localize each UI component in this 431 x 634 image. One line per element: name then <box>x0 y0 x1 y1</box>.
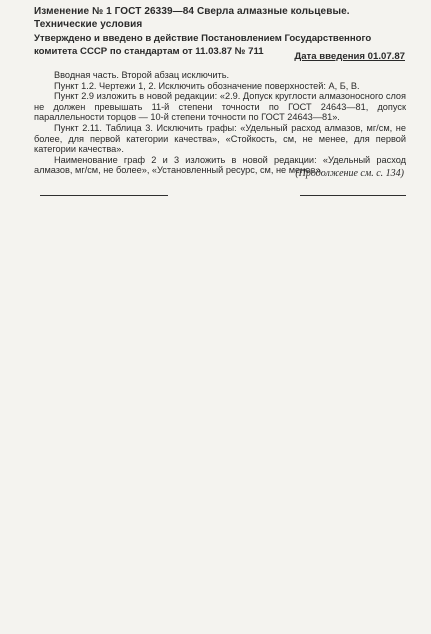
paragraph-column-names: Наименование граф 2 и 3 изложить в новой редакции: «Удельный расход алмазов, мг/см, не более», «Установленный ресурс, см, не менее». <box>34 154 406 176</box>
paragraph-item-2-9: Пункт 2.9 изложить в новой редакции: «2.9. Допуск круглости алмазоносного слоя не должен превышать 11-й степени точности по ГОСТ 24643—81, допуск параллельности торцов — 10-й степени точности по ГОСТ 24643—81». <box>34 91 406 123</box>
separator-rule-left <box>40 195 168 196</box>
document-title: Изменение № 1 ГОСТ 26339—84 Сверла алмазные кольцевые. Технические условия <box>34 6 350 30</box>
effective-date: Дата введения 01.07.87 <box>294 51 405 62</box>
paragraph-item-1-2: Пункт 1.2. Чертежи 1, 2. Исключить обозначение поверхностей: А, Б, В. <box>54 80 360 91</box>
document-body <box>34 70 406 176</box>
approval-statement: Утверждено и введено в действие Постановлением Государственного комитета СССР по стандартам от 11.03.87 № 711 <box>34 33 372 57</box>
separator-rule-right <box>300 195 406 196</box>
paragraph-intro: Вводная часть. Второй абзац исключить. <box>54 70 230 80</box>
paragraph-item-2-11: Пункт 2.11. Таблица 3. Исключить графы: «Удельный расход алмазов, мг/см, не более, для первой категории качества», «Стойкость, см, не менее, для первой категории качества». <box>34 122 406 155</box>
continuation-note: (Продолжение см. с. 134) <box>295 168 404 179</box>
